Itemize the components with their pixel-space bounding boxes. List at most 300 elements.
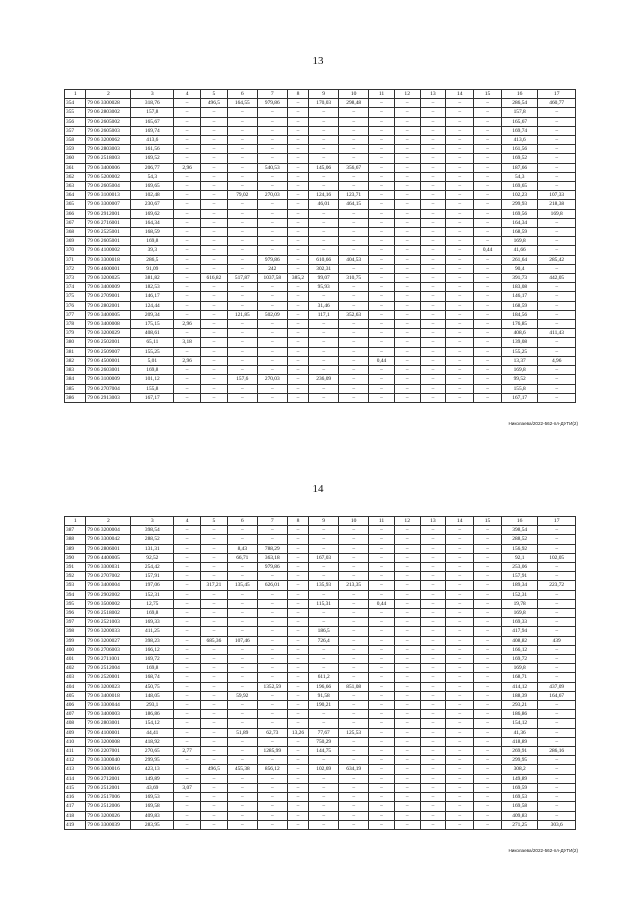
table-cell: – [339,618,369,627]
table-cell: 372 [65,264,86,273]
table-cell: 286,54 [501,99,537,108]
table-cell: 0,44 [369,599,395,608]
table-cell: 395 [65,599,86,608]
table-cell: – [309,802,339,811]
table-cell: 139,08 [501,338,537,347]
table-cell: 368 [65,228,86,237]
table-cell: – [446,691,474,700]
table-cell: – [420,820,446,829]
table-cell: 44,41 [131,728,174,737]
table-cell: 186,86 [131,710,174,719]
table-cell: – [287,609,308,618]
table-cell: – [257,691,287,700]
table-cell: – [394,627,420,636]
table-cell: 169,8 [131,664,174,673]
table-cell: 117,1 [309,310,339,319]
table-cell: 146,17 [131,292,174,301]
table-cell: – [339,783,369,792]
table-cell: 398,54 [501,526,537,535]
table-cell: – [446,237,474,246]
table-cell: 404,53 [339,255,369,264]
table-cell: – [474,719,502,728]
table-cell: – [420,563,446,572]
table-cell: – [227,682,257,691]
table-cell: 379 [65,329,86,338]
table-cell: 169,52 [501,154,537,163]
table-cell: 391 [65,563,86,572]
table-cell: 145,06 [309,163,339,172]
column-header: 16 [501,90,537,99]
table-row [65,200,576,209]
table-row [65,163,576,172]
table-cell: 356 [65,117,86,126]
table-cell: – [339,645,369,654]
table-cell: – [394,237,420,246]
table-cell: – [257,811,287,820]
table-cell: – [201,820,228,829]
table-cell: – [369,200,395,209]
table-cell: – [174,645,201,654]
table-cell: – [369,710,395,719]
table-cell: – [339,218,369,227]
table-cell: – [474,126,502,135]
table-cell: – [201,338,228,347]
table-cell: – [201,710,228,719]
table-cell: – [474,691,502,700]
table-cell: – [420,535,446,544]
column-header: 8 [287,517,308,526]
table-cell: – [201,191,228,200]
table-cell: – [420,136,446,145]
table-cell: – [257,820,287,829]
column-header: 5 [201,517,228,526]
table-cell: – [474,645,502,654]
table-cell: – [227,737,257,746]
table-cell: – [174,108,201,117]
table-cell: – [446,117,474,126]
table-cell: 169,72 [131,655,174,664]
table-cell: 213,35 [339,581,369,590]
table-cell: – [287,636,308,645]
table-cell: – [257,200,287,209]
table-cell: – [474,366,502,375]
table-cell: – [420,246,446,255]
table-cell: – [394,691,420,700]
table-cell: 285,42 [538,255,576,264]
table-cell: – [446,283,474,292]
table-cell: 79 06 3200025 [86,274,131,283]
table-cell: 242 [257,264,287,273]
table-cell: – [394,535,420,544]
table-cell: 170,03 [309,99,339,108]
table-cell: – [474,182,502,191]
table-cell: – [339,774,369,783]
table-cell: – [227,664,257,673]
table-cell: – [287,329,308,338]
table-cell: 79 06 2207001 [86,747,131,756]
table-cell: – [474,563,502,572]
table-cell: – [446,820,474,829]
table-cell: – [420,682,446,691]
table-cell: 79 06 4100002 [86,246,131,255]
table-cell: – [287,590,308,599]
table-cell: 411,25 [131,627,174,636]
table-cell: 540,53 [257,163,287,172]
table-cell: – [394,264,420,273]
table-cell: – [257,655,287,664]
table-cell: – [339,526,369,535]
table-cell: 261,64 [501,255,537,264]
table-cell: – [420,719,446,728]
table-row [65,375,576,384]
table-cell: 154,12 [131,719,174,728]
table-row [65,209,576,218]
table-cell: – [446,756,474,765]
table-cell: 318,76 [131,99,174,108]
table-cell: – [201,237,228,246]
table-cell: – [201,664,228,673]
table-row [65,292,576,301]
table-cell: 383 [65,366,86,375]
table-cell: – [394,802,420,811]
table-cell: – [369,329,395,338]
table-cell: 517,87 [227,274,257,283]
table-cell: 169,74 [501,126,537,135]
table-cell: – [420,774,446,783]
table-cell: – [474,283,502,292]
table-cell: 79 06 3300016 [86,765,131,774]
table-cell: – [446,645,474,654]
table-cell: 169,8 [131,609,174,618]
table-cell: 79 06 3400008 [86,320,131,329]
table-cell: – [257,673,287,682]
table-cell: 131,31 [131,544,174,553]
table-cell: – [227,774,257,783]
table-cell: – [174,811,201,820]
table-cell: 356,67 [339,163,369,172]
table-cell: – [174,301,201,310]
table-cell: – [339,636,369,645]
table-cell: – [201,310,228,319]
table-cell: – [201,301,228,310]
table-cell: – [369,347,395,356]
table-cell: – [339,701,369,710]
table-cell: – [287,338,308,347]
table-cell: – [257,756,287,765]
table-cell: – [227,246,257,255]
table-cell: – [287,774,308,783]
table-cell: – [474,292,502,301]
table-cell: – [174,237,201,246]
table-cell: 79 06 3400009 [86,283,131,292]
table-cell: – [309,338,339,347]
table-cell: – [394,126,420,135]
table-cell: – [174,553,201,562]
table-cell: – [257,802,287,811]
table-cell: – [227,209,257,218]
table-cell: 2,96 [174,163,201,172]
table-cell: – [174,774,201,783]
table-row [65,737,576,746]
table-cell: 99,52 [501,375,537,384]
table-cell: – [174,99,201,108]
table-row [65,329,576,338]
table-cell: 1352,59 [257,682,287,691]
column-header: 7 [257,517,287,526]
table-cell: – [446,747,474,756]
table-cell: 270,03 [257,375,287,384]
table-cell: 403 [65,673,86,682]
table-cell: 409 [65,728,86,737]
table-cell: – [420,237,446,246]
table-row [65,283,576,292]
data-table [64,89,576,403]
table-cell: 366 [65,209,86,218]
table-cell: – [257,774,287,783]
table-cell: – [369,526,395,535]
table-row [65,765,576,774]
table-cell: – [369,292,395,301]
table-cell: 788,29 [257,544,287,553]
table-cell: – [394,136,420,145]
table-cell: – [420,728,446,737]
table-cell: – [287,145,308,154]
table-cell: – [538,108,576,117]
table-row [65,664,576,673]
table-cell: – [369,393,395,402]
table-cell: – [257,136,287,145]
table-cell: 91,58 [309,691,339,700]
table-cell: – [339,393,369,402]
table-cell: – [420,599,446,608]
table-cell: 79 06 3200023 [86,682,131,691]
table-cell: 79 06 3200062 [86,136,131,145]
table-cell: 107,46 [227,636,257,645]
table-cell: – [474,375,502,384]
table-cell: – [420,320,446,329]
table-cell: – [287,191,308,200]
table-cell: – [474,356,502,365]
table-cell: – [420,581,446,590]
table-cell: 209,34 [131,310,174,319]
table-cell: 121,85 [227,310,257,319]
table-cell: – [309,563,339,572]
table-cell: – [420,117,446,126]
table-cell: 79 06 2803002 [86,108,131,117]
table-cell: – [538,301,576,310]
table-cell: – [174,172,201,181]
table-cell: – [474,793,502,802]
table-cell: – [474,264,502,273]
table-cell: – [287,347,308,356]
table-cell: – [339,320,369,329]
table-cell: – [201,701,228,710]
table-cell: 79 06 3300007 [86,200,131,209]
column-header: 12 [394,90,420,99]
table-cell: 79 06 3200027 [86,636,131,645]
table-cell: – [446,553,474,562]
table-cell: 95,93 [309,283,339,292]
table-cell: – [394,609,420,618]
table-cell: 218,38 [538,200,576,209]
table-cell: – [287,292,308,301]
table-cell: – [369,627,395,636]
table-cell: – [369,581,395,590]
table-cell: – [538,237,576,246]
column-header: 4 [174,90,201,99]
table-cell: – [287,246,308,255]
table-cell: – [369,765,395,774]
table-cell: 167,17 [501,393,537,402]
table-cell: – [309,526,339,535]
table-cell: – [201,802,228,811]
table-cell: 363 [65,182,86,191]
table-cell: – [174,710,201,719]
table-cell: – [287,136,308,145]
table-cell: – [420,590,446,599]
table-cell: 79 06 3500002 [86,599,131,608]
table-cell: 79 06 3200029 [86,329,131,338]
table-cell: – [446,191,474,200]
table-cell: 79 06 2912001 [86,209,131,218]
table-cell: – [201,366,228,375]
table-cell: 417 [65,802,86,811]
table-cell: – [394,356,420,365]
table-cell: 979,86 [257,255,287,264]
table-header-row [65,90,576,99]
table-cell: 161,56 [131,145,174,154]
table-cell: – [201,182,228,191]
table-cell: – [339,237,369,246]
table-cell: 413,6 [501,136,537,145]
table-cell: – [257,710,287,719]
table-cell: – [227,384,257,393]
table-cell: – [257,329,287,338]
table-cell: 391,73 [501,274,537,283]
table-cell: – [394,255,420,264]
table-cell: – [339,691,369,700]
table-cell: – [394,793,420,802]
table-cell: – [287,691,308,700]
table-cell: – [474,783,502,792]
table-cell: – [309,237,339,246]
table-cell: 364 [65,191,86,200]
table-cell: – [446,126,474,135]
column-header: 6 [227,517,257,526]
table-cell: 1285,99 [257,747,287,756]
table-cell: 79 06 3200008 [86,737,131,746]
table-cell: – [394,765,420,774]
table-cell: – [474,310,502,319]
table-cell: – [538,618,576,627]
table-row [65,682,576,691]
column-header: 9 [309,517,339,526]
table-cell: – [287,126,308,135]
table-cell: 135,45 [227,581,257,590]
table-cell: 4,96 [538,356,576,365]
table-cell: – [369,384,395,393]
table-row [65,710,576,719]
table-cell: 223,72 [538,581,576,590]
table-cell: – [201,627,228,636]
column-header: 17 [538,90,576,99]
table-cell: – [339,209,369,218]
table-cell: – [474,820,502,829]
table-cell: 288,52 [501,535,537,544]
table-row [65,719,576,728]
table-cell: – [369,310,395,319]
table-row [65,802,576,811]
table-cell: 176,85 [501,320,537,329]
table-cell: – [201,145,228,154]
table-cell: – [309,609,339,618]
table-cell: – [201,774,228,783]
table-cell: 92,52 [131,553,174,562]
table-cell: – [420,375,446,384]
table-cell: – [369,719,395,728]
table-cell: 400 [65,645,86,654]
table-row [65,655,576,664]
table-cell: – [309,811,339,820]
table-cell: – [339,590,369,599]
table-cell: – [538,535,576,544]
table-cell: – [538,774,576,783]
table-cell: 392 [65,572,86,581]
table-cell: – [538,172,576,181]
table-cell: – [201,728,228,737]
table-cell: – [339,329,369,338]
table-cell: – [394,108,420,117]
table-cell: – [538,292,576,301]
table-cell: – [369,544,395,553]
table-cell: – [309,590,339,599]
table-cell: – [227,793,257,802]
table-cell: 374 [65,283,86,292]
table-cell: 62,73 [257,728,287,737]
table-cell: 2,96 [174,356,201,365]
table-cell: 2,96 [174,320,201,329]
table-cell: 102,05 [538,553,576,562]
table-cell: – [174,664,201,673]
table-cell: 167,17 [131,393,174,402]
table-cell: – [538,283,576,292]
table-cell: 398,23 [131,636,174,645]
table-cell: – [287,366,308,375]
table-cell: 404 [65,682,86,691]
table-cell: – [474,329,502,338]
table-cell: 123,71 [339,191,369,200]
table-cell: 206,77 [131,163,174,172]
table-cell: – [174,719,201,728]
table-cell: – [538,366,576,375]
table-cell: – [394,375,420,384]
table-cell: – [287,356,308,365]
table-cell: 271,25 [501,820,537,829]
table-cell: 175,15 [131,320,174,329]
table-cell: – [201,292,228,301]
table-cell: – [174,246,201,255]
table-cell: 79 06 3400003 [86,710,131,719]
table-cell: – [174,636,201,645]
table-cell: – [394,682,420,691]
table-cell: 298,48 [339,99,369,108]
table-cell: 135,93 [309,581,339,590]
table-cell: – [446,393,474,402]
table-cell: 270,03 [257,191,287,200]
table-cell: – [309,572,339,581]
table-cell: – [446,329,474,338]
table-cell: – [420,292,446,301]
